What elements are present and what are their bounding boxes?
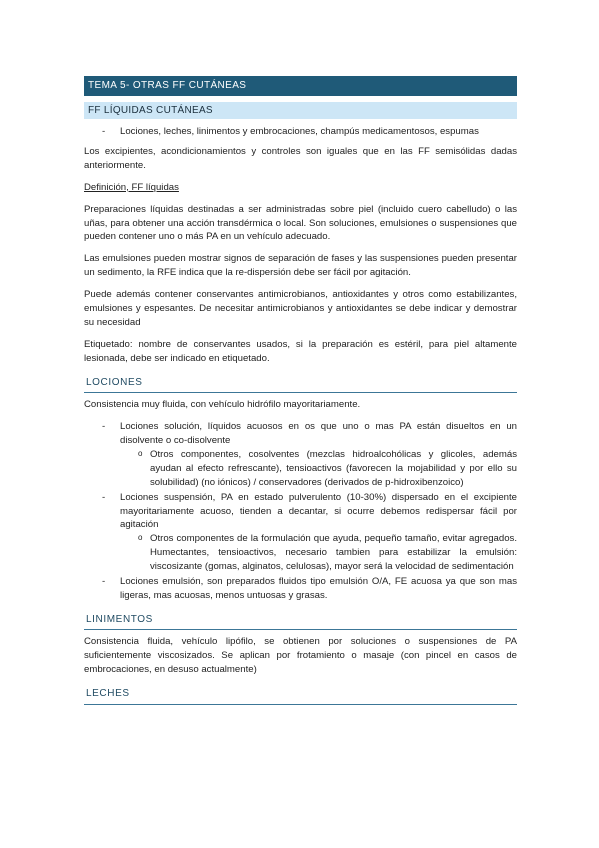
paragraph: Los excipientes, acondicionamientos y controles son iguales que en las FF semisólidas dadas anteriormente.: [84, 145, 517, 171]
sublist-item: [84, 532, 517, 574]
section-heading-lociones: LOCIONES: [84, 376, 517, 394]
section-heading-linimentos: LINIMENTOS: [84, 613, 517, 631]
list-item: [84, 420, 517, 490]
list-item-text: Lociones solución, líquidos acuosos en os que uno o mas PA están disueltos en un disolvente o co-disolvente: [120, 421, 517, 446]
dash-bullet: -: [102, 576, 106, 588]
section-heading-ff-liquidas: FF LÍQUIDAS CUTÁNEAS: [84, 102, 517, 119]
definition-title: Definición, FF líquidas: [84, 181, 179, 193]
list-item: [84, 491, 517, 574]
paragraph: Consistencia muy fluida, con vehículo hidrófilo mayoritariamente.: [84, 399, 361, 411]
sublist: [84, 532, 517, 574]
sublist-item-text: Otros componentes, cosolventes (mezclas hidroalcohólicas y glicoles, además ayudan al efecto refrescante), tensioactivos (favorecen la mojabilidad y por ello su solubilidad) (no iónicos) / conservadores (derivados de p-hidroxibenzoico): [150, 448, 517, 488]
list-item-text: Lociones suspensión, PA en estado pulverulento (10-30%) dispersado en el excipiente mayoritariamente acuoso, tienden a decantar, si ocurre debemos redispersar fácil por agitación: [120, 491, 517, 531]
paragraph: Las emulsiones pueden mostrar signos de separación de fases y las suspensiones pueden presentar un sedimento, la RFE indica que la re-dispersión debe ser fácil por agitación.: [84, 253, 517, 279]
document-page: [84, 76, 517, 710]
list-item: [84, 575, 517, 603]
paragraph: Consistencia fluida, vehículo lipófilo, se obtienen por soluciones o suspensiones de PA suficientemente viscosizados. Se aplican por frotamiento o masaje (con pincel en casos de embrocaciones, en desuso actualmente): [84, 636, 517, 676]
paragraph: Preparaciones líquidas destinadas a ser administradas sobre piel (incluido cuero cabelludo) o las uñas, para obtener una acción transdérmica o local. Son soluciones, emulsiones o suspensiones que pueden contener uno o más PA en un vehículo adecuado.: [84, 203, 517, 243]
section-heading-leches: LECHES: [84, 687, 517, 705]
dash-bullet: -: [102, 491, 106, 503]
circle-bullet: o: [138, 448, 143, 458]
list-item: [84, 125, 517, 139]
circle-bullet: o: [138, 533, 143, 543]
ff-list: [84, 125, 517, 139]
sublist: [84, 448, 517, 490]
list-item-text: Lociones, leches, linimentos y embrocaciones, champús medicamentosos, espumas: [120, 126, 479, 137]
list-item-text: Lociones emulsión, son preparados fluidos tipo emulsión O/A, FE acuosa ya que son mas ligeras, mas acuosas, menos untuosas y grasas.: [120, 576, 517, 601]
sublist-item-text: Otros componentes de la formulación que ayuda, pequeño tamaño, evitar agregados. Humectantes, tensioactivos, necesario tambien para estabilizar la emulsión: viscosizante (gomas, alginatos, celulosas), mayor será la velocidad de sedimentación: [150, 533, 517, 573]
dash-bullet: -: [102, 126, 106, 137]
lociones-list: [84, 420, 517, 603]
dash-bullet: -: [102, 421, 106, 433]
paragraph: Puede además contener conservantes antimicrobianos, antioxidantes y otros como estabilizantes, emulsiones y espesantes. De necesitar antimicrobianos y antioxidantes se debe indicar y demostrar su necesidad: [84, 289, 517, 328]
document-title: TEMA 5- OTRAS FF CUTÁNEAS: [84, 76, 517, 96]
sublist-item: [84, 448, 517, 490]
paragraph: Etiquetado: nombre de conservantes usados, si la preparación es estéril, para piel altamente lesionada, debe ser indicado en etiquetado.: [84, 338, 517, 364]
